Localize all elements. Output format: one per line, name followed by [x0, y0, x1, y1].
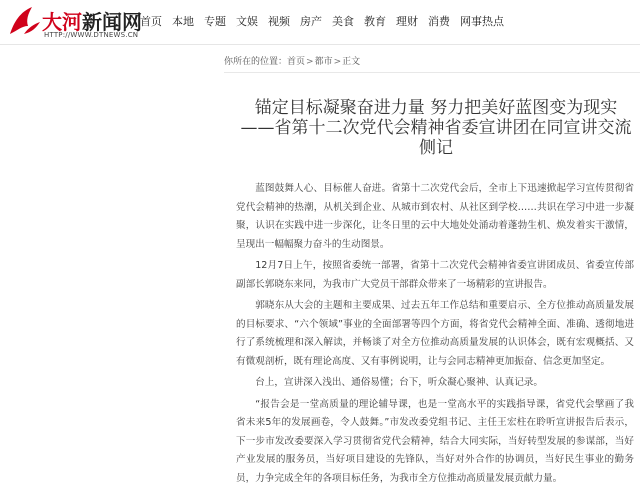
nav-item[interactable]: 房产	[300, 15, 322, 28]
site-logo[interactable]	[6, 2, 142, 42]
breadcrumb-separator: >	[306, 57, 314, 67]
nav-item[interactable]: 首页	[140, 15, 162, 28]
article-title-line: 侧记	[419, 138, 453, 158]
breadcrumb-item-city[interactable]: 都市	[314, 57, 333, 67]
logo-brush-icon	[6, 4, 42, 38]
article-body	[236, 180, 634, 491]
nav-item[interactable]: 本地	[172, 15, 194, 28]
article-paragraph: “报告会是一堂高质量的理论辅导课，也是一堂高水平的实践指导课，省党代会擘画了我省未来5年的发展画卷，令人鼓舞。”市发改委党组书记、主任王宏柱在聆听宣讲报告后表示，下一步市发改委要深入学习贯彻省党代会精神，结合大同实际，当好转型发展的参谋部，当好产业发展的服务员，当好项目建设的先锋队，当好对外合作的协调员，当好民生事业的勤务员，力争完成全年的各项目标任务，为我市全方位推动高质量发展贡献力量。	[236, 398, 634, 484]
logo-brand-red: 大河	[42, 10, 82, 34]
breadcrumb-item-current: 正文	[342, 57, 361, 67]
breadcrumb-item-home[interactable]: 首页	[287, 57, 306, 67]
breadcrumb-divider	[224, 72, 640, 73]
article-title-line: ——省第十二次党代会精神省委宣讲团在同宣讲交流	[240, 118, 632, 138]
nav-item[interactable]: 视频	[268, 15, 290, 28]
nav-item[interactable]: 消费	[428, 15, 450, 28]
nav-item[interactable]: 美食	[332, 15, 354, 28]
breadcrumb-prefix: 你所在的位置：	[224, 57, 288, 67]
article-paragraph: 郭晓东从大会的主题和主要成果、过去五年工作总结和重要启示、全方位推动高质量发展的目标要求、“六个领域”事业的全面部署等四个方面，将省党代会精神全面、准确、透彻地进行了系统梳理和深入解读，并畅谈了对全方位推动高质量发展的认识体会，既有宏观概括、又有微观剖析，既有理论高度、又有事例说明，让与会同志精神更加振奋、信念更加坚定。	[236, 300, 634, 367]
nav-item[interactable]: 教育	[364, 15, 386, 28]
breadcrumb	[224, 56, 360, 68]
logo-brand-dark: 新闻网	[82, 10, 142, 34]
article-title-line: 锚定目标凝聚奋进力量 努力把美好蓝图变为现实	[254, 98, 618, 118]
article-paragraph: 12月7日上午，按照省委统一部署，省第十二次党代会精神省委宣讲团成员、省委宣传部副部长郭晓东来同，为我市广大党员干部群众带来了一场精彩的宣讲报告。	[236, 260, 634, 290]
site-header	[0, 0, 640, 45]
article-paragraph: 蓝图鼓舞人心、目标催人奋进。省第十二次党代会后，全市上下迅速掀起学习宣传贯彻省党代会精神的热潮，从机关到企业、从城市到农村、从社区到学校……共识在学习中进一步凝聚，认识在实践中进一步深化，让冬日里的云中大地处处涌动着蓬勃生机、焕发着实干激情，呈现出一幅幅聚力奋斗的生动图景。	[236, 183, 634, 250]
article-title	[236, 98, 636, 158]
main-nav	[140, 15, 514, 29]
nav-item[interactable]: 文娱	[236, 15, 258, 28]
nav-item[interactable]: 理财	[396, 15, 418, 28]
nav-item[interactable]: 专题	[204, 15, 226, 28]
breadcrumb-separator: >	[333, 57, 342, 67]
article-paragraph: 台上，宣讲深入浅出、通俗易懂；台下，听众凝心聚神、认真记录。	[255, 377, 543, 388]
logo-url: HTTP://WWW.DTNEWS.CN	[44, 31, 139, 39]
nav-item[interactable]: 网事热点	[460, 15, 504, 28]
